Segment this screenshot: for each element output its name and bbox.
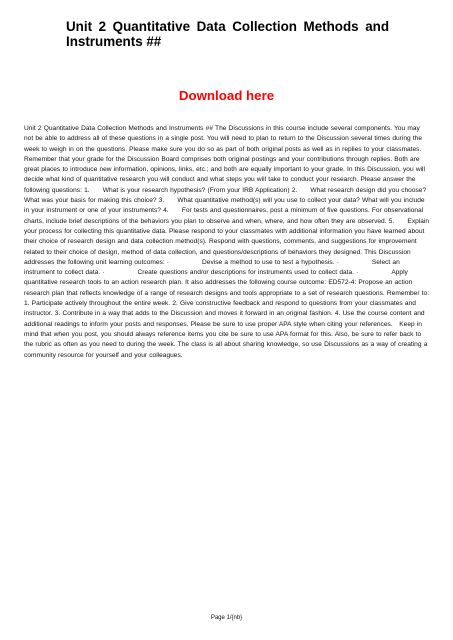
- page-footer: Page 1/{nb}: [210, 615, 243, 621]
- title-line-1: Unit 2 Quantitative Data Collection Methods and: [66, 19, 389, 34]
- title-line-2: Instruments ##: [66, 34, 162, 49]
- body-paragraph: Unit 2 Quantitative Data Collection Methods and Instruments ## The Discussions in this course include several components. You may not be able to address all of these questions in a single post. You will need to plan to return to the Discussion several times during the week to weigh in on the questions. Please make sure you do so as part of both original posts as well as in replies to your classmates. Remember that your grade for the Discussion Board comprises both original postings and your contributions through replies. Both are great places to introduce new information, opinions, links, etc.; and both are equally important to your grade. In this Discussion, you will decide what kind of quantitative research you will conduct and what steps you will take to conduct your research. Please answer the following questions: 1. What is your research hypothesis? (From your IRB Application) 2. What research design did you choose? What was your basis for making this choice? 3. What quantitative method(s) will you use to collect your data? What will you include in your instrument or one of your instruments? 4. For tests and questionnaires, post a minimum of five questions. For observational charts, include brief descriptions of the behaviors you plan to observe and when, where, and how often they are observed. 5. Explain your process for collecting this quantitative data. Please respond to your classmates with additional information you have learned about their choice of research design and data collection method(s). Respond with questions, comments, and suggestions for improvement related to their choice of design, method of data collection, and questions/descriptions of behaviors they designed. This Discussion addresses the following unit learning outcomes: · Devise a method to use to test a hypothesis. · Select an instrument to collect data. · Create questions and/or descriptions for instruments used to collect data. · Apply quantitative research tools to an action research plan. It also addresses the following course outcome: ED572-4: Propose an action research plan that reflects knowledge of a range of research designs and tools appropriate to a set of research questions. Remember to: 1. Participate actively throughout the entire week. 2. Give constructive feedback and respond to questions from your classmates and instructor. 3. Contribute in a way that adds to the Discussion and moves it forward in an original fashion. 4. Use the course content and additional readings to inform your posts and responses. Please be sure to use proper APA style when citing your references. Keep in mind that when you post, you should always reference items you cite be sure to use APA format for this. Also, be sure to refer back to the rubric as often as you need to during the week. The class is all about sharing knowledge, so use Discussions as a way of creating a community resource for yourself and your colleagues.: [24, 125, 430, 359]
- page-title: [66, 19, 389, 49]
- download-link[interactable]: Download here: [178, 88, 275, 103]
